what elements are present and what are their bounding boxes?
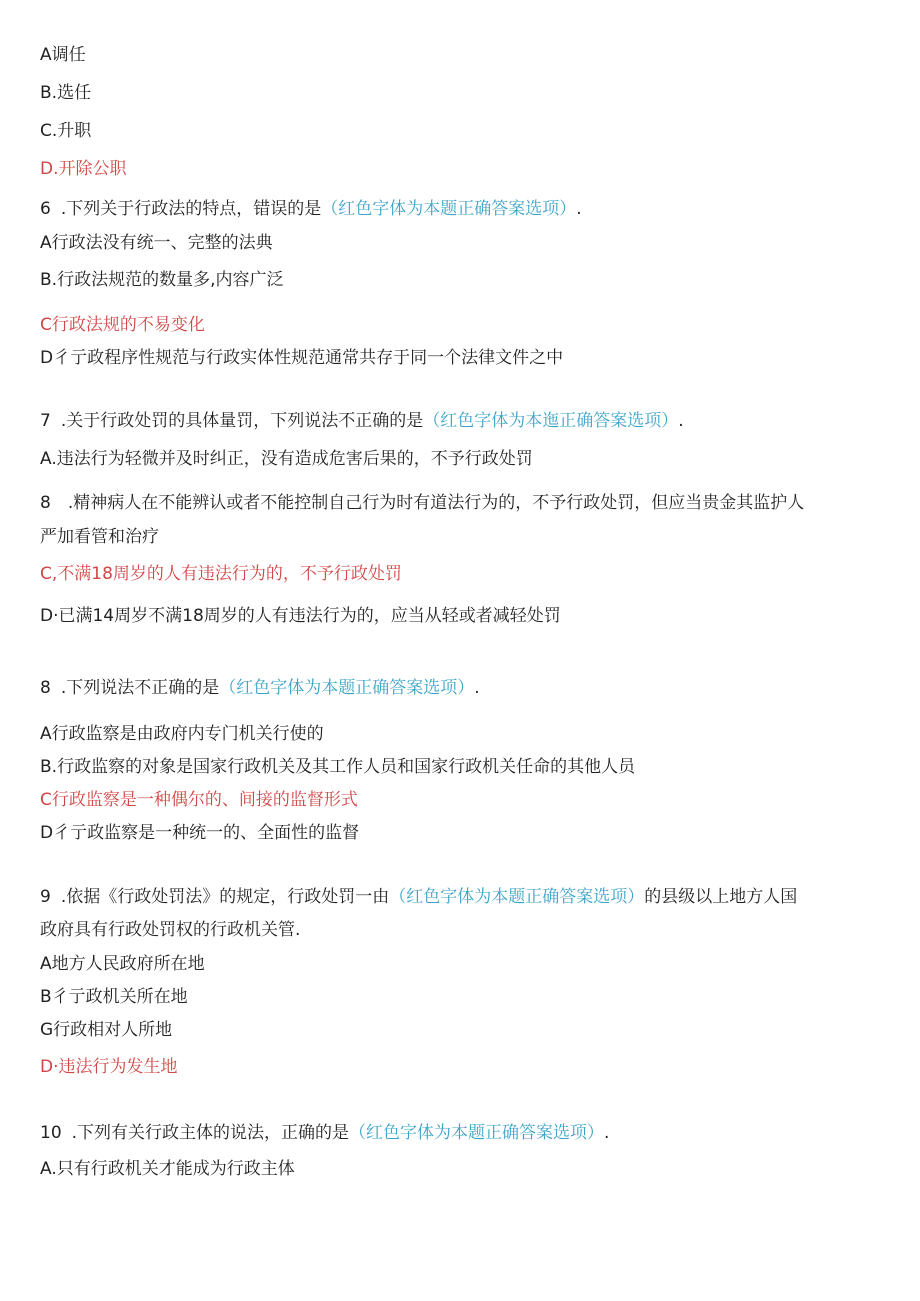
option-b: B.行政法规范的数量多,内容广泛 <box>40 270 284 290</box>
option-d-correct: D.开除公职 <box>40 159 127 179</box>
option-c-correct: C行政法规的不易变化 <box>40 315 205 335</box>
question-text: .关于行政处罚的具体量罚，下列说法不正确的是 <box>60 411 424 431</box>
question-10 <box>40 1121 609 1145</box>
option-c: C.升职 <box>40 121 92 141</box>
question-text: .依据《行政处罚法》的规定，行政处罚一由 <box>60 887 390 907</box>
question-number: 8 <box>40 678 51 698</box>
option-b: B.选任 <box>40 83 92 103</box>
option-a: A行政法没有统一、完整的法典 <box>40 233 273 253</box>
question-number: 10 <box>40 1123 62 1143</box>
option-a: A.只有行政机关才能成为行政主体 <box>40 1159 295 1179</box>
question-end: . <box>474 678 480 698</box>
option-d-correct: D·违法行为发生地 <box>40 1057 178 1077</box>
question-end: . <box>678 411 684 431</box>
option-d: D·已满14周岁不满18周岁的人有违法行为的，应当从轻或者减轻处罚 <box>40 606 561 626</box>
option-a: A调任 <box>40 45 86 65</box>
answer-hint: （红色字体为本迤正确答案选项） <box>423 411 679 431</box>
answer-hint: （红色字体为本题正确答案选项） <box>219 678 475 698</box>
option-d: D彳亍政程序性规范与行政实体性规范通常共存于同一个法律文件之中 <box>40 348 564 368</box>
question-number: 7 <box>40 411 51 431</box>
option-c-correct: C行政监察是一种偶尔的、间接的监督形式 <box>40 790 358 810</box>
option-a: A行政监察是由政府内专门机关行使的 <box>40 724 324 744</box>
option-a: A.违法行为轻微并及时纠正，没有造成危害后果的，不予行政处罚 <box>40 449 533 469</box>
option-d: D彳亍政监察是一种统一的、全面性的监督 <box>40 823 360 843</box>
question-number: 9 <box>40 887 51 907</box>
option-b: 8 .精神病人在不能辨认或者不能控制自己行为时有道法行为的，不予行政处罚，但应当贵金其监护人 <box>40 493 805 513</box>
option-c: G行政相对人所地 <box>40 1020 173 1040</box>
question-end: 的县级以上地方人国 <box>644 887 798 907</box>
question-text: .下列有关行政主体的说法，正确的是 <box>71 1123 350 1143</box>
answer-hint: （红色字体为本题正确答案选项） <box>321 199 577 219</box>
question-6 <box>40 197 582 221</box>
option-a: A地方人民政府所在地 <box>40 954 205 974</box>
question-end: . <box>576 199 582 219</box>
question-7 <box>40 409 684 433</box>
question-text: .下列关于行政法的特点，错误的是 <box>60 199 322 219</box>
question-text: .下列说法不正确的是 <box>60 678 220 698</box>
answer-hint: （红色字体为本题正确答案选项） <box>349 1123 605 1143</box>
option-c-correct: C,不满18周岁的人有违法行为的，不予行政处罚 <box>40 564 402 584</box>
question-number: 6 <box>40 199 51 219</box>
option-b: B彳亍政机关所在地 <box>40 987 188 1007</box>
answer-hint: （红色字体为本题正确答案选项） <box>389 887 645 907</box>
question-8 <box>40 676 480 700</box>
question-9 <box>40 885 797 909</box>
question-9-continuation: 政府具有行政处罚权的行政机关管. <box>40 920 301 940</box>
option-b: B.行政监察的对象是国家行政机关及其工作人员和国家行政机关任命的其他人员 <box>40 757 636 777</box>
question-end: . <box>604 1123 610 1143</box>
option-b-continuation: 严加看管和治疗 <box>40 527 159 547</box>
